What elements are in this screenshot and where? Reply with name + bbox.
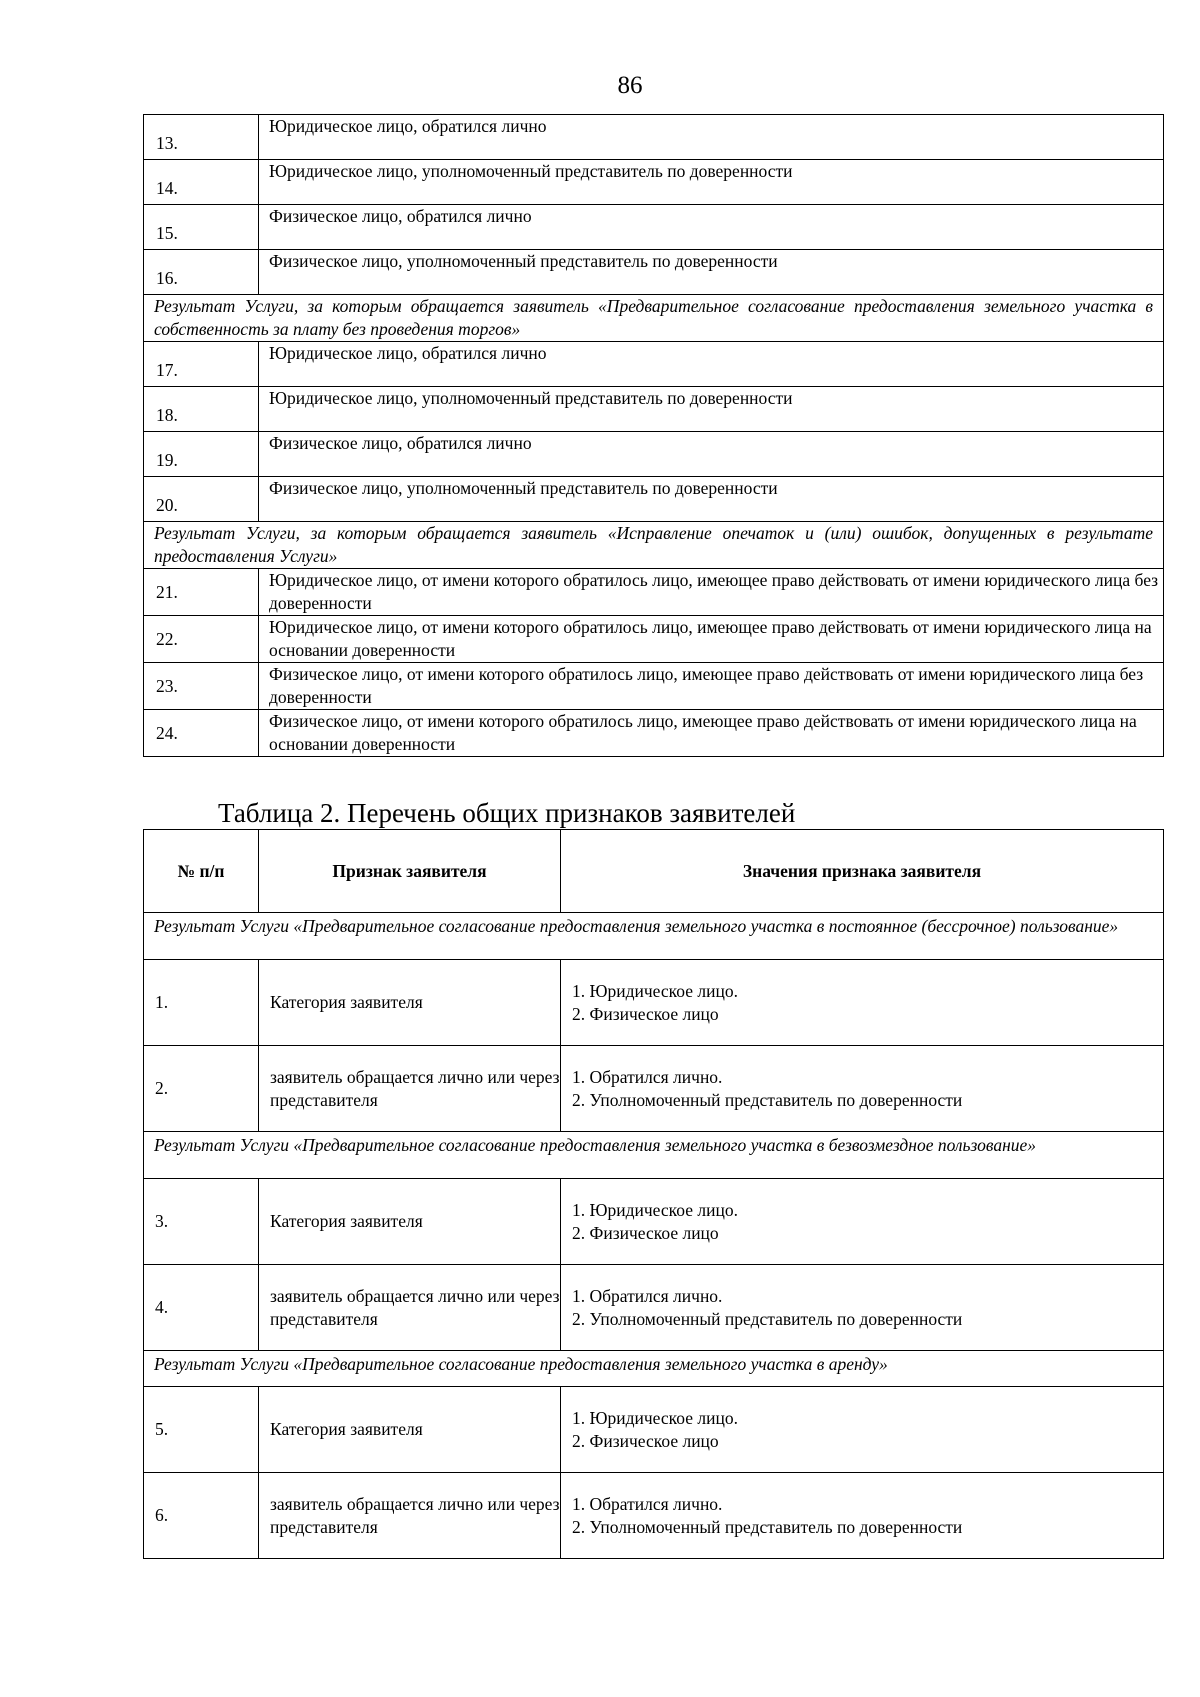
row-text: Физическое лицо, уполномоченный представитель по доверенности [259, 250, 1164, 295]
table-row [144, 1473, 1164, 1559]
table-caption: Таблица 2. Перечень общих признаков заявителей [218, 798, 796, 828]
table-row [144, 250, 1164, 295]
section-row [144, 1351, 1164, 1387]
row-values [561, 1046, 1164, 1132]
row-number: 4. [144, 1265, 259, 1351]
value-item: 2. Физическое лицо [572, 1003, 719, 1024]
row-number: 17. [144, 342, 259, 387]
table-row [144, 1046, 1164, 1132]
row-number: 18. [144, 387, 259, 432]
section-row [144, 913, 1164, 960]
row-number: 5. [144, 1387, 259, 1473]
row-number: 23. [144, 663, 259, 710]
row-attribute: Категория заявителя [259, 960, 561, 1046]
row-number: 19. [144, 432, 259, 477]
row-values [561, 960, 1164, 1046]
row-number: 2. [144, 1046, 259, 1132]
row-text: Юридическое лицо, уполномоченный представитель по доверенности [259, 160, 1164, 205]
table-row [144, 432, 1164, 477]
value-item: 2. Уполномоченный представитель по доверенности [572, 1308, 963, 1329]
header-attribute: Признак заявителя [259, 830, 561, 913]
row-attribute: заявитель обращается лично или через представителя [259, 1046, 561, 1132]
value-item: 1. Обратился лично. [572, 1066, 723, 1087]
row-text: Физическое лицо, обратился лично [259, 432, 1164, 477]
row-values [561, 1387, 1164, 1473]
table-row [144, 477, 1164, 522]
value-item: 1. Юридическое лицо. [572, 1407, 738, 1428]
row-text: Физическое лицо, обратился лично [259, 205, 1164, 250]
table-row [144, 960, 1164, 1046]
table-row [144, 1387, 1164, 1473]
value-item: 1. Обратился лично. [572, 1285, 723, 1306]
header-row [144, 830, 1164, 913]
row-text: Юридическое лицо, обратился лично [259, 115, 1164, 160]
row-attribute: заявитель обращается лично или через представителя [259, 1473, 561, 1559]
row-number: 3. [144, 1179, 259, 1265]
page-number: 86 [617, 72, 643, 99]
section-title: Результат Услуги «Предварительное согласование предоставления земельного участка в аренду» [144, 1351, 1164, 1387]
applicant-variants-table [143, 114, 1164, 757]
table-row [144, 342, 1164, 387]
row-number: 14. [144, 160, 259, 205]
row-number: 22. [144, 616, 259, 663]
row-number: 1. [144, 960, 259, 1046]
row-attribute: Категория заявителя [259, 1387, 561, 1473]
table-row [144, 663, 1164, 710]
section-title: Результат Услуги «Предварительное согласование предоставления земельного участка в постоянное (бессрочное) пользование» [144, 913, 1164, 960]
row-number: 13. [144, 115, 259, 160]
table-row [144, 1179, 1164, 1265]
applicant-attributes-table [143, 829, 1164, 1559]
row-attribute: Категория заявителя [259, 1179, 561, 1265]
section-row [144, 1132, 1164, 1179]
value-item: 2. Физическое лицо [572, 1222, 719, 1243]
row-values [561, 1473, 1164, 1559]
section-title: Результат Услуги «Предварительное согласование предоставления земельного участка в безвозмездное пользование» [144, 1132, 1164, 1179]
value-item: 1. Обратился лично. [572, 1493, 723, 1514]
row-text: Физическое лицо, уполномоченный представитель по доверенности [259, 477, 1164, 522]
section-row [144, 522, 1164, 569]
table-row [144, 569, 1164, 616]
table-row [144, 205, 1164, 250]
row-attribute: заявитель обращается лично или через представителя [259, 1265, 561, 1351]
table-row [144, 115, 1164, 160]
row-number: 16. [144, 250, 259, 295]
table-row [144, 1265, 1164, 1351]
row-number: 24. [144, 710, 259, 757]
row-number: 21. [144, 569, 259, 616]
table-row [144, 160, 1164, 205]
row-text: Юридическое лицо, от имени которого обратилось лицо, имеющее право действовать от имени юридического лица на основании доверенности [259, 616, 1164, 663]
table-row [144, 616, 1164, 663]
value-item: 2. Уполномоченный представитель по доверенности [572, 1516, 963, 1537]
section-row [144, 295, 1164, 342]
value-item: 2. Уполномоченный представитель по доверенности [572, 1089, 963, 1110]
row-number: 6. [144, 1473, 259, 1559]
table-row [144, 387, 1164, 432]
row-text: Юридическое лицо, обратился лично [259, 342, 1164, 387]
row-values [561, 1179, 1164, 1265]
section-title: Результат Услуги, за которым обращается заявитель «Исправление опечаток и (или) ошибок, допущенных в результате предоставления Услуги» [144, 522, 1164, 569]
table-row [144, 710, 1164, 757]
value-item: 1. Юридическое лицо. [572, 980, 738, 1001]
value-item: 1. Юридическое лицо. [572, 1199, 738, 1220]
row-text: Юридическое лицо, уполномоченный представитель по доверенности [259, 387, 1164, 432]
section-title: Результат Услуги, за которым обращается заявитель «Предварительное согласование предоставления земельного участка в собственность за плату без проведения торгов» [144, 295, 1164, 342]
header-number: № п/п [144, 830, 259, 913]
header-values: Значения признака заявителя [561, 830, 1164, 913]
row-text: Физическое лицо, от имени которого обратилось лицо, имеющее право действовать от имени юридического лица на основании доверенности [259, 710, 1164, 757]
row-number: 15. [144, 205, 259, 250]
row-number: 20. [144, 477, 259, 522]
row-text: Физическое лицо, от имени которого обратилось лицо, имеющее право действовать от имени юридического лица без доверенности [259, 663, 1164, 710]
row-text: Юридическое лицо, от имени которого обратилось лицо, имеющее право действовать от имени юридического лица без доверенности [259, 569, 1164, 616]
value-item: 2. Физическое лицо [572, 1430, 719, 1451]
row-values [561, 1265, 1164, 1351]
